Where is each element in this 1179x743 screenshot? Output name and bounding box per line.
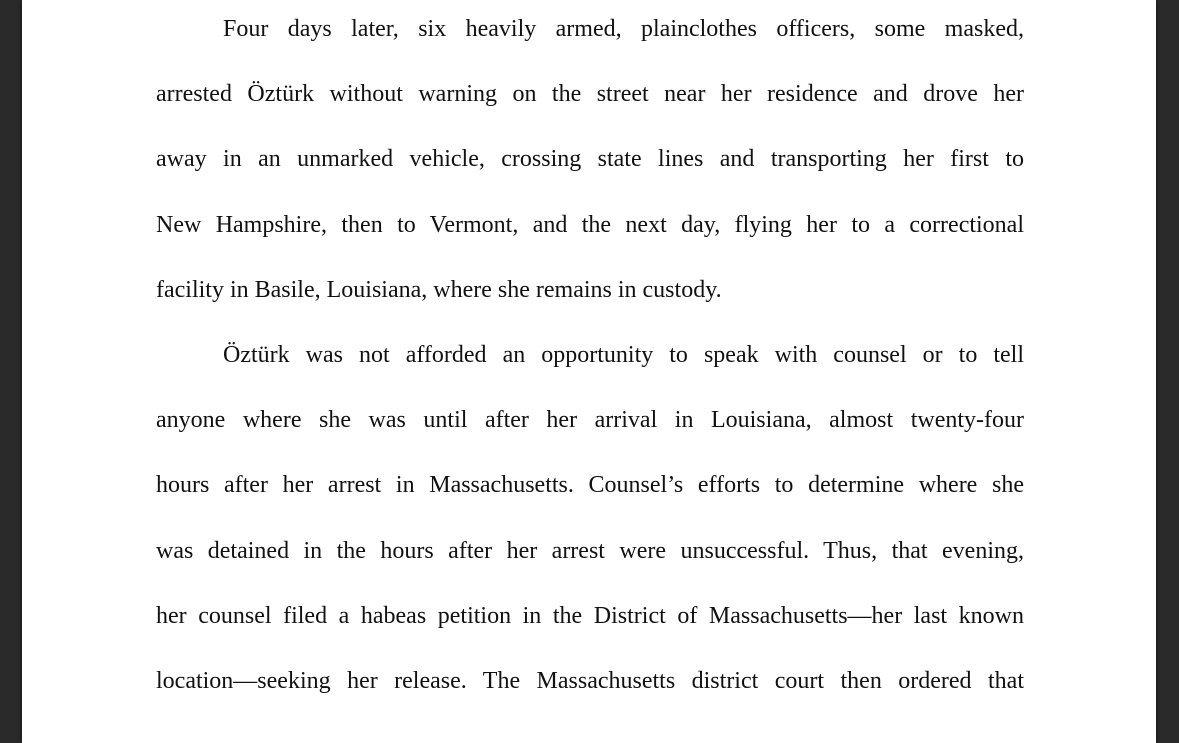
text-line: anyone where she was until after her arrival in Louisiana, almost twenty-four [156,407,1024,434]
document-body [156,8,1024,725]
document-page[interactable] [22,0,1156,743]
text-line: New Hampshire, then to Vermont, and the next day, flying her to a correctional [156,211,1024,238]
text-line: her counsel filed a habeas petition in the District of Massachusetts—her last known [156,602,1024,629]
paragraph [156,8,1024,334]
text-line: was detained in the hours after her arrest were unsuccessful. Thus, that evening, [156,537,1024,564]
text-line: location—seeking her release. The Massachusetts district court then ordered that [156,667,1024,694]
text-line: hours after her arrest in Massachusetts. Counsel’s efforts to determine where she [156,472,1024,499]
text-line: away in an unmarked vehicle, crossing state lines and transporting her first to [156,146,1024,173]
text-line: Öztürk was not afforded an opportunity to speak with counsel or to tell [223,341,1024,368]
text-line: Four days later, six heavily armed, plainclothes officers, some masked, [223,16,1024,42]
text-line: facility in Basile, Louisiana, where she remains in custody. [156,276,722,303]
text-line: arrested Öztürk without warning on the street near her residence and drove her [156,81,1024,108]
paragraph [156,334,1024,725]
